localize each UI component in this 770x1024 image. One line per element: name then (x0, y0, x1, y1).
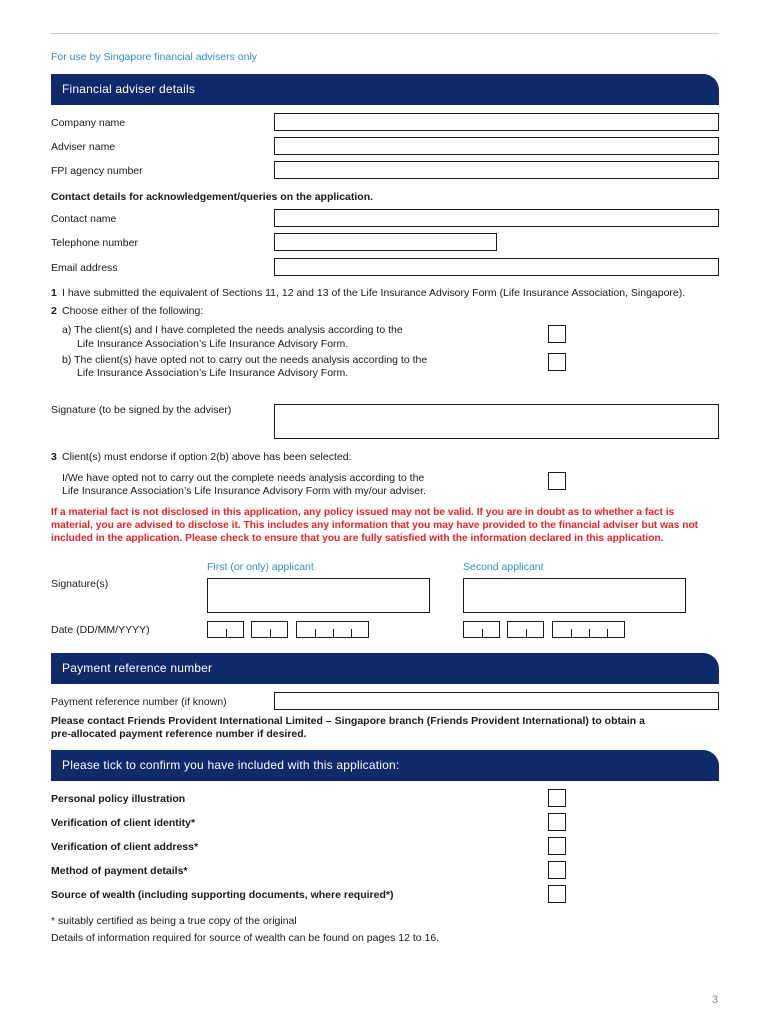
date-label: Date (DD/MM/YYYY) (51, 624, 150, 636)
statement-1-number: 1 (51, 287, 57, 299)
footnote-certified: * suitably certified as being a true copy of the original (51, 915, 297, 927)
applicant-signature-label: Signature(s) (51, 578, 109, 590)
payment-note-line2: pre-allocated payment reference number if desired. (51, 728, 307, 740)
payment-ref-input[interactable] (274, 692, 719, 710)
contact-heading: Contact details for acknowledgement/queries on the application. (51, 191, 374, 203)
endorse-line2: Life Insurance Association’s Life Insurance Advisory Form with my/our adviser. (62, 485, 426, 497)
company-name-label: Company name (51, 117, 126, 129)
first-date-month[interactable] (251, 621, 288, 638)
page-number: 3 (711, 994, 718, 1006)
email-input[interactable] (274, 258, 719, 276)
fpi-agency-input[interactable] (274, 161, 719, 179)
option-a-checkbox[interactable] (548, 325, 566, 343)
option-a-line2: Life Insurance Association’s Life Insurance Advisory Form. (77, 338, 349, 350)
first-date-day[interactable] (207, 621, 244, 638)
section-banner-adviser: Financial adviser details (51, 74, 719, 105)
statement-2-text: Choose either of the following: (62, 305, 204, 317)
option-b-checkbox[interactable] (548, 353, 566, 371)
telephone-label: Telephone number (51, 237, 138, 249)
statement-3-number: 3 (51, 451, 57, 463)
statement-3-text: Client(s) must endorse if option 2(b) above has been selected: (62, 451, 352, 463)
statement-2-number: 2 (51, 305, 57, 317)
second-date-day[interactable] (463, 621, 500, 638)
second-date-month[interactable] (507, 621, 544, 638)
checklist-item: Verification of client identity* (51, 817, 196, 829)
option-a-line1: a) The client(s) and I have completed the needs analysis according to the (62, 324, 403, 336)
checklist-item: Source of wealth (including supporting documents, where required*) (51, 889, 394, 901)
checklist-checkbox-payment[interactable] (548, 861, 566, 879)
top-divider (51, 33, 719, 34)
second-applicant-heading: Second applicant (463, 561, 544, 573)
email-label: Email address (51, 262, 118, 274)
first-applicant-signature-box[interactable] (207, 578, 430, 613)
telephone-input[interactable] (274, 233, 497, 251)
section-banner-checklist: Please tick to confirm you have included with this application: (51, 750, 719, 781)
payment-note-line1: Please contact Friends Provident International Limited – Singapore branch (Friends Provident International) to obtain a (51, 715, 645, 727)
checklist-checkbox-identity[interactable] (548, 813, 566, 831)
checklist-item: Verification of client address* (51, 841, 199, 853)
endorse-line1: I/We have opted not to carry out the complete needs analysis according to the (62, 472, 425, 484)
adviser-signature-box[interactable] (274, 404, 719, 439)
second-date-year[interactable] (552, 621, 625, 638)
adviser-signature-label: Signature (to be signed by the adviser) (51, 404, 232, 416)
checklist-checkbox-illustration[interactable] (548, 789, 566, 807)
warning-line3: included in the application. Please check to ensure that you are fully satisfied with the information declared in this application. (51, 533, 664, 544)
warning-line1: If a material fact is not disclosed in this application, any policy issued may not be valid. If you are in doubt as to whether a fact is (51, 507, 675, 518)
second-applicant-signature-box[interactable] (463, 578, 686, 613)
option-b-line1: b) The client(s) have opted not to carry out the needs analysis according to the (62, 354, 428, 366)
fpi-agency-label: FPI agency number (51, 165, 143, 177)
warning-line2: material, you are advised to disclose it. This includes any information that you may have provided to the financial adviser but was not (51, 520, 699, 531)
checklist-item: Method of payment details* (51, 865, 188, 877)
option-b-line2: Life Insurance Association’s Life Insurance Advisory Form. (77, 367, 349, 379)
section-banner-payment: Payment reference number (51, 653, 719, 684)
checklist-checkbox-address[interactable] (548, 837, 566, 855)
adviser-name-input[interactable] (274, 137, 719, 155)
endorse-checkbox[interactable] (548, 472, 566, 490)
statement-1-text: I have submitted the equivalent of Sections 11, 12 and 13 of the Life Insurance Advisory Form (Life Insurance Association, Singapore). (62, 287, 686, 299)
usage-note: For use by Singapore financial advisers only (51, 51, 258, 63)
footnote-source-of-wealth: Details of information required for source of wealth can be found on pages 12 to 16. (51, 932, 440, 944)
first-date-year[interactable] (296, 621, 369, 638)
first-applicant-heading: First (or only) applicant (207, 561, 314, 573)
contact-name-input[interactable] (274, 209, 719, 227)
checklist-checkbox-wealth[interactable] (548, 885, 566, 903)
adviser-name-label: Adviser name (51, 141, 116, 153)
payment-ref-label: Payment reference number (if known) (51, 696, 227, 708)
contact-name-label: Contact name (51, 213, 117, 225)
checklist-item: Personal policy illustration (51, 793, 186, 805)
company-name-input[interactable] (274, 113, 719, 131)
